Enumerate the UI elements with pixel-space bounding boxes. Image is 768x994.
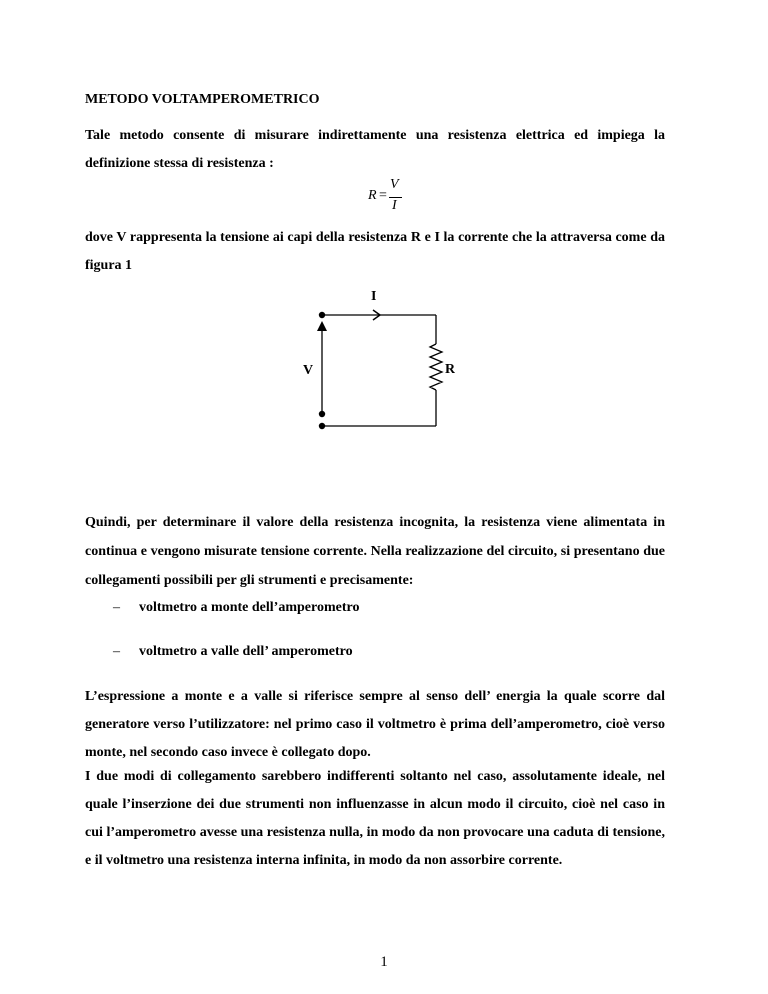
formula-equals: = [379, 188, 387, 203]
current-label: I [371, 289, 377, 304]
voltage-arrowhead [317, 321, 327, 331]
intro-paragraph: Tale metodo consente di misurare indirettamente una resistenza elettrica ed impiega la definizione stessa di resistenza : [85, 128, 665, 171]
method-paragraph: Quindi, per determinare il valore della resistenza incognita, la resistenza viene alimentata in continua e vengono misurate tensione corrente. Nella realizzazione del circuito, si presentano due collegamenti possibili per gli strumenti e precisamente: [85, 515, 665, 588]
connection-list [113, 596, 665, 684]
page-number: 1 [380, 954, 388, 970]
terminal-top [319, 312, 325, 318]
formula-denominator: I [392, 198, 397, 213]
list-item [113, 640, 665, 684]
definition-paragraph: dove V rappresenta la tensione ai capi della resistenza R e I la corrente che la attraversa come da figura 1 [85, 230, 665, 273]
voltage-label: V [303, 363, 314, 378]
list-item-text: voltmetro a valle dell’ amperometro [139, 644, 353, 659]
explanation-paragraph: L’espressione a monte e a valle si riferisce sempre al senso dell’ energia la quale scorre dal generatore verso l’utilizzatore: nel primo caso il voltmetro è prima dell’amperometro, cioè verso monte, nel secondo caso invece è collegato dopo. [85, 689, 665, 760]
circuit-figure [295, 282, 455, 434]
resistor-label: R [445, 362, 455, 377]
resistor-symbol [430, 344, 442, 390]
document-title: METODO VOLTAMPEROMETRICO [85, 92, 320, 107]
list-dash: – [113, 644, 120, 659]
voltage-arrow-tail [319, 411, 325, 417]
ideal-case-paragraph: I due modi di collegamento sarebbero indifferenti soltanto nel caso, assolutamente ideale, nel quale l’inserzione dei due strumenti non influenzasse in alcun modo il circuito, cioè nel caso in cui l’amperometro avesse una resistenza nulla, in modo da non provocare una caduta di tensione, e il voltmetro una resistenza interna infinita, in modo da non assorbire corrente. [85, 769, 665, 868]
list-dash: – [113, 600, 120, 615]
list-item [113, 596, 665, 640]
list-item-text: voltmetro a monte dell’amperometro [139, 600, 360, 615]
formula-lhs: R [368, 188, 377, 203]
resistance-formula [368, 177, 398, 217]
formula-numerator: V [390, 177, 399, 192]
terminal-bottom [319, 423, 325, 429]
